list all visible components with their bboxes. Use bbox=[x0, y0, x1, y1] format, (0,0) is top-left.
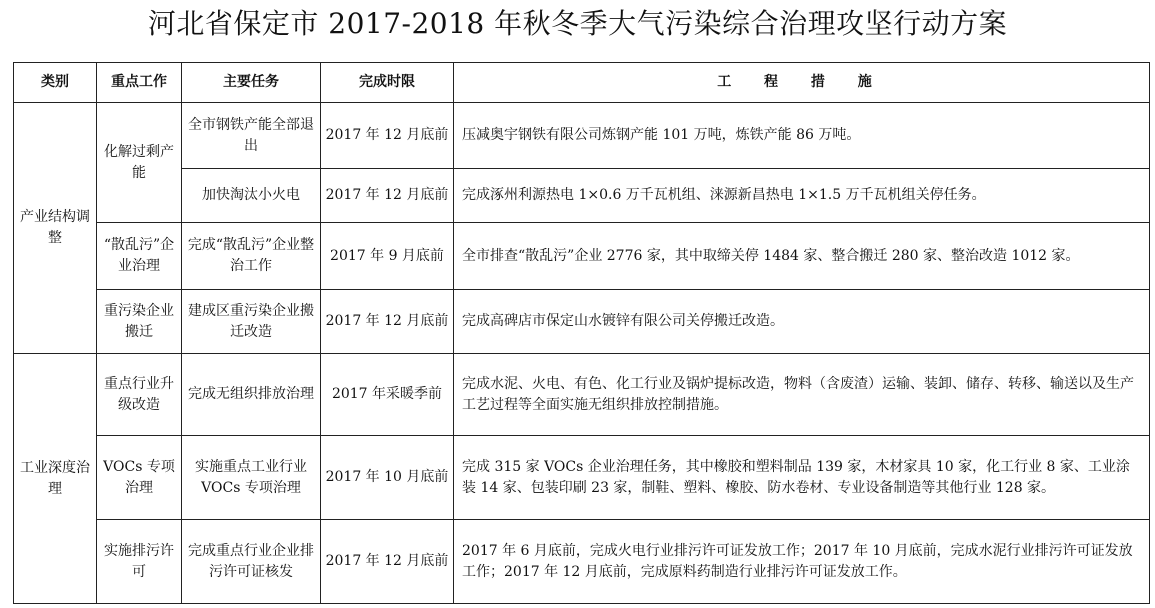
header-deadline: 完成时限 bbox=[321, 63, 454, 103]
main-task-cell: 加快淘汰小火电 bbox=[182, 169, 321, 223]
document-title: 河北省保定市 2017-2018 年秋冬季大气污染综合治理攻坚行动方案 bbox=[147, 7, 1008, 40]
deadline-cell: 2017 年 9 月底前 bbox=[321, 223, 454, 290]
measure-cell: 2017 年 6 月底前，完成火电行业排污许可证发放工作；2017 年 10 月底前，完成水泥行业排污许可证发放工作；2017 年 12 月底前，完成原料药制造行业排污许可证发放工作。 bbox=[454, 520, 1150, 604]
header-measures: 工 程 措 施 bbox=[454, 63, 1150, 103]
measure-cell: 完成水泥、火电、有色、化工行业及锅炉提标改造，物料（含废渣）运输、装卸、储存、转移、输送以及生产工艺过程等全面实施无组织排放控制措施。 bbox=[454, 354, 1150, 436]
key-work-cell: VOCs 专项治理 bbox=[97, 436, 182, 520]
main-task-cell: 完成“散乱污”企业整治工作 bbox=[182, 223, 321, 290]
table-row bbox=[14, 520, 1150, 604]
key-work-cell: 重点行业升级改造 bbox=[97, 354, 182, 436]
main-task-cell: 建成区重污染企业搬迁改造 bbox=[182, 290, 321, 354]
category-cell: 产业结构调整 bbox=[14, 103, 97, 354]
header-category: 类别 bbox=[14, 63, 97, 103]
deadline-cell: 2017 年 12 月底前 bbox=[321, 290, 454, 354]
main-task-cell: 完成重点行业企业排污许可证核发 bbox=[182, 520, 321, 604]
key-work-cell: 重污染企业搬迁 bbox=[97, 290, 182, 354]
header-main-task: 主要任务 bbox=[182, 63, 321, 103]
deadline-cell: 2017 年 10 月底前 bbox=[321, 436, 454, 520]
key-work-cell: 化解过剩产能 bbox=[97, 103, 182, 223]
measure-cell: 完成 315 家 VOCs 企业治理任务，其中橡胶和塑料制品 139 家，木材家具 10 家，化工行业 8 家、工业涂装 14 家、包装印刷 23 家，制鞋、塑料、橡胶、防水卷材、专业设备制造等其他行业 128 家。 bbox=[454, 436, 1150, 520]
deadline-cell: 2017 年 12 月底前 bbox=[321, 169, 454, 223]
key-work-cell: “散乱污”企业治理 bbox=[97, 223, 182, 290]
deadline-cell: 2017 年采暖季前 bbox=[321, 354, 454, 436]
category-cell: 工业深度治理 bbox=[14, 354, 97, 604]
measure-cell: 完成涿州利源热电 1×0.6 万千瓦机组、涞源新昌热电 1×1.5 万千瓦机组关停任务。 bbox=[454, 169, 1150, 223]
table-row bbox=[14, 223, 1150, 290]
deadline-cell: 2017 年 12 月底前 bbox=[321, 103, 454, 169]
table-row bbox=[14, 354, 1150, 436]
deadline-cell: 2017 年 12 月底前 bbox=[321, 520, 454, 604]
measure-cell: 完成高碑店市保定山水镀锌有限公司关停搬迁改造。 bbox=[454, 290, 1150, 354]
table-row bbox=[14, 169, 1150, 223]
main-task-cell: 实施重点工业行业 VOCs 专项治理 bbox=[182, 436, 321, 520]
main-task-cell: 完成无组织排放治理 bbox=[182, 354, 321, 436]
table-row bbox=[14, 290, 1150, 354]
header-key-work: 重点工作 bbox=[97, 63, 182, 103]
table-row bbox=[14, 103, 1150, 169]
key-work-cell: 实施排污许可 bbox=[97, 520, 182, 604]
table-header-row bbox=[14, 63, 1150, 103]
action-plan-table bbox=[13, 62, 1150, 604]
table-row bbox=[14, 436, 1150, 520]
measure-cell: 压减奥宇钢铁有限公司炼钢产能 101 万吨，炼铁产能 86 万吨。 bbox=[454, 103, 1150, 169]
main-task-cell: 全市钢铁产能全部退出 bbox=[182, 103, 321, 169]
measure-cell: 全市排查“散乱污”企业 2776 家，其中取缔关停 1484 家、整合搬迁 280 家、整治改造 1012 家。 bbox=[454, 223, 1150, 290]
